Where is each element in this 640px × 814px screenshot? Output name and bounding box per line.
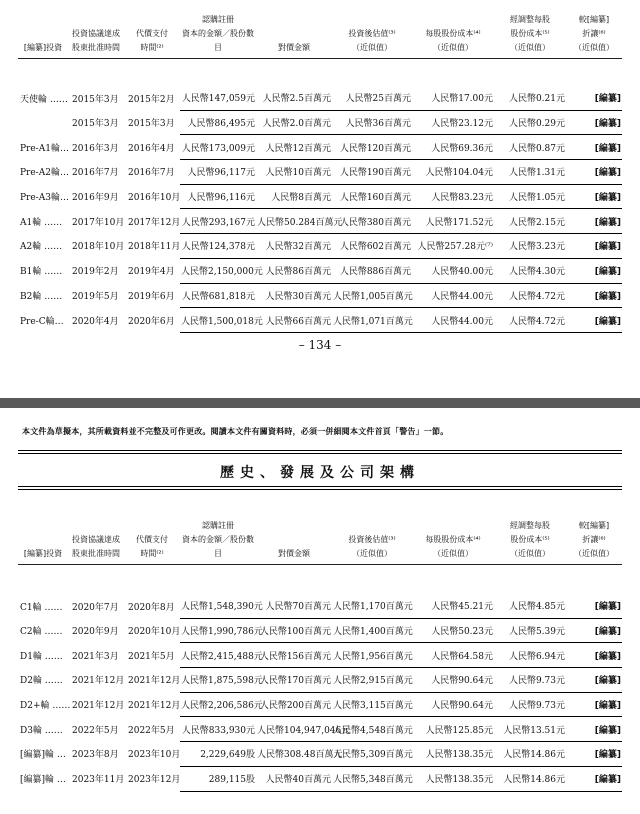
header-consideration: 對價金額: [256, 504, 332, 564]
table-row: D3輪 …… 2022年5月 2022年5月 人民幣833,930元 人民幣104,947,046元 人民幣4,548百萬元 人民幣125.85元 人民幣13.51元 [編纂]: [18, 717, 622, 742]
table-row: 天使輪 …… 2015年3月 2015年2月 人民幣147,059元 人民幣2.5百萬元 人民幣25百萬元 人民幣17.00元 人民幣0.21元 [編纂]: [18, 86, 622, 110]
page-separator: [0, 398, 640, 408]
header-settlement-date: 代價支付 時間⁽²⁾: [124, 504, 180, 564]
investment-table-bottom: [18, 504, 622, 792]
table-row: B2輪 …… 2019年5月 2019年6月 人民幣681,818元 人民幣30百萬元 人民幣1,005百萬元 人民幣44.00元 人民幣4.72元 [編纂]: [18, 283, 622, 308]
table-row: A2輪 …… 2018年10月 2018年11月 人民幣124,378元 人民幣32百萬元 人民幣602百萬元 人民幣257.28元⁽⁷⁾ 人民幣3.23元 [編纂]: [18, 234, 622, 259]
section-title-box: [18, 450, 622, 490]
table-row: Pre-C輪… 2020年4月 2020年6月 人民幣1,500,018元 人民幣66百萬元 人民幣1,071百萬元 人民幣44.00元 人民幣4.72元 [編纂]: [18, 308, 622, 333]
table-row: Pre-A2輪… 2016年7月 2016年7月 人民幣96,117元 人民幣10百萬元 人民幣190百萬元 人民幣104.04元 人民幣1.31元 [編纂]: [18, 160, 622, 185]
table-row: Pre-A3輪… 2016年9月 2016年10月 人民幣96,116元 人民幣8百萬元 人民幣160百萬元 人民幣83.23元 人民幣1.05元 [編纂]: [18, 184, 622, 209]
header-agreement-date: 投資協議達成 股東批准時間: [68, 0, 124, 58]
spacer-row: [18, 564, 622, 594]
spacer-row: [18, 58, 622, 86]
table-row: Pre-A1輪… 2016年3月 2016年4月 人民幣173,009元 人民幣12百萬元 人民幣120百萬元 人民幣69.36元 人民幣0.87元 [編纂]: [18, 135, 622, 160]
table-row: C1輪 …… 2020年7月 2020年8月 人民幣1,548,390元 人民幣70百萬元 人民幣1,170百萬元 人民幣45.21元 人民幣4.85元 [編纂]: [18, 594, 622, 618]
header-agreement-date: 投資協議達成 股東批准時間: [68, 504, 124, 564]
header-investor: [編纂]投資: [18, 0, 68, 58]
table-row: A1輪 …… 2017年10月 2017年12月 人民幣293,167元 人民幣50.284百萬元 人民幣380百萬元 人民幣171.52元 人民幣2.15元 [編纂]: [18, 209, 622, 234]
table-row: B1輪 …… 2019年2月 2019年4月 人民幣2,150,000元 人民幣86百萬元 人民幣886百萬元 人民幣40.00元 人民幣4.30元 [編纂]: [18, 258, 622, 283]
table-row: D1輪 …… 2021年3月 2021年5月 人民幣2,415,488元 人民幣156百萬元 人民幣1,956百萬元 人民幣64.58元 人民幣6.94元 [編纂]: [18, 643, 622, 668]
page-135: [0, 408, 640, 814]
table-row: [編纂]輪 … 2023年8月 2023年10月 2,229,649股 人民幣308.48百萬元 人民幣5,309百萬元 人民幣138.35元 人民幣14.86元 [編纂]: [18, 742, 622, 767]
page-134: [0, 0, 640, 398]
header-investor: [編纂]投資: [18, 504, 68, 564]
table-row: D2輪 …… 2021年12月 2021年12月 人民幣1,875,598元 人民幣170百萬元 人民幣2,915百萬元 人民幣90.64元 人民幣9.73元 [編纂]: [18, 668, 622, 693]
table-row: 2015年3月 2015年3月 人民幣86,495元 人民幣2.0百萬元 人民幣36百萬元 人民幣23.12元 人民幣0.29元 [編纂]: [18, 110, 622, 135]
header-discount: 較[編纂] 折讓⁽⁶⁾ （近似值）: [566, 0, 622, 58]
header-adjusted-cost: 經調整每股 股份成本⁽⁵⁾ （近似值）: [494, 0, 566, 58]
table-row: C2輪 …… 2020年9月 2020年10月 人民幣1,990,786元 人民幣100百萬元 人民幣1,400百萬元 人民幣50.23元 人民幣5.39元 [編纂]: [18, 618, 622, 643]
header-registered-capital: 認購註冊 資本的金額／股份數目: [180, 0, 256, 58]
header-post-valuation: 投資後估值⁽³⁾ （近似值）: [332, 0, 412, 58]
table-header-row: [18, 504, 622, 564]
header-settlement-date: 代價支付 時間⁽²⁾: [124, 0, 180, 58]
table-header-row: [18, 0, 622, 58]
draft-disclaimer: 本文件為草擬本，其所載資料並不完整及可作更改。閱讀本文件有關資料時，必須一併細閱本文件首頁「警告」一節。: [22, 427, 449, 436]
header-registered-capital: 認購註冊 資本的金額／股份數目: [180, 504, 256, 564]
header-adjusted-cost: 經調整每股 股份成本⁽⁵⁾ （近似值）: [494, 504, 566, 564]
header-post-valuation: 投資後估值⁽³⁾ （近似值）: [332, 504, 412, 564]
header-discount: 較[編纂] 折讓⁽⁶⁾ （近似值）: [566, 504, 622, 564]
header-consideration: 對價金額: [256, 0, 332, 58]
header-cost-per-share: 每股股份成本⁽⁴⁾ （近似值）: [412, 0, 494, 58]
header-cost-per-share: 每股股份成本⁽⁴⁾ （近似值）: [412, 504, 494, 564]
investment-table-top: [18, 0, 622, 333]
section-title: 歷史、發展及公司架構: [220, 465, 420, 481]
page-number: – 134 –: [298, 338, 342, 352]
table-row: D2+輪 …… 2021年12月 2021年12月 人民幣2,206,586元 人民幣200百萬元 人民幣3,115百萬元 人民幣90.64元 人民幣9.73元 [編纂]: [18, 692, 622, 717]
table-row: [編纂]輪 … 2023年11月 2023年12月 289,115股 人民幣40百萬元 人民幣5,348百萬元 人民幣138.35元 人民幣14.86元 [編纂]: [18, 766, 622, 791]
